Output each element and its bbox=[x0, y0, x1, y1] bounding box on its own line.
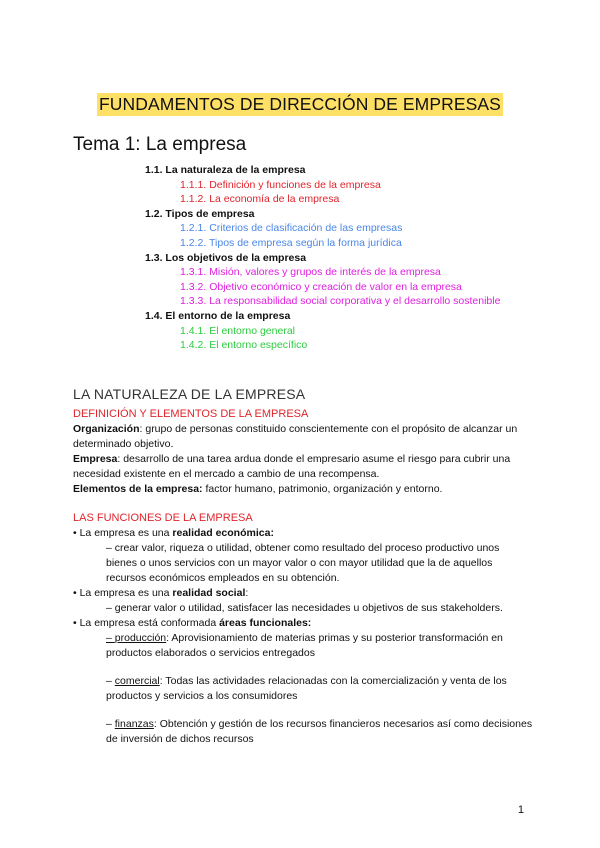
function-social-term: realidad social bbox=[172, 587, 246, 599]
text-organizacion: : grupo de personas constituido conscientemente con el propósito de alcanzar un determinado objetivo. bbox=[73, 423, 518, 450]
title-container bbox=[0, 93, 600, 116]
definition-empresa bbox=[73, 452, 533, 482]
topic-heading: Tema 1: La empresa bbox=[73, 134, 247, 155]
toc-item-1-2-2: 1.2.2. Tipos de empresa según la forma jurídica bbox=[180, 236, 402, 249]
toc-item-1-3-3: 1.3.3. La responsabilidad social corporativa y el desarrollo sostenible bbox=[180, 295, 501, 308]
document-title: FUNDAMENTOS DE DIRECCIÓN DE EMPRESAS bbox=[99, 94, 501, 114]
area-finanzas-text: : Obtención y gestión de los recursos financieros necesarios así como decisiones de inversión de dichos recursos bbox=[106, 718, 533, 745]
function-areas-term: áreas funcionales: bbox=[219, 617, 312, 629]
area-produccion bbox=[73, 631, 533, 661]
area-comercial bbox=[73, 674, 533, 704]
toc-section-3: 1.3. Los objetivos de la empresa bbox=[145, 251, 307, 264]
spacer bbox=[73, 661, 533, 674]
function-areas bbox=[73, 616, 533, 631]
table-of-contents bbox=[145, 163, 500, 353]
term-elementos: Elementos de la empresa: bbox=[73, 483, 203, 495]
toc-item-1-1-2: 1.1.2. La economía de la empresa bbox=[180, 193, 340, 206]
spacer bbox=[73, 704, 533, 717]
toc-item-1-2-1: 1.2.1. Criterios de clasificación de las empresas bbox=[180, 222, 403, 235]
function-economic bbox=[73, 526, 533, 541]
text-empresa: : desarrollo de una tarea ardua donde el empresario asume el riesgo para cubrir una necesidad existente en el mercado a cambio de una recompensa. bbox=[73, 453, 511, 480]
toc-item-1-4-1: 1.4.1. El entorno general bbox=[180, 324, 295, 337]
term-organizacion: Organización bbox=[73, 423, 140, 435]
section-heading: LA NATURALEZA DE LA EMPRESA bbox=[73, 386, 306, 402]
area-comercial-dash: – bbox=[106, 675, 115, 687]
area-comercial-term: comercial bbox=[114, 675, 160, 687]
page-number: 1 bbox=[517, 804, 524, 816]
toc-item-1-4-2: 1.4.2. El entorno específico bbox=[180, 339, 308, 352]
toc-section-4: 1.4. El entorno de la empresa bbox=[145, 309, 291, 322]
function-areas-prefix: • La empresa está conformada bbox=[73, 617, 220, 629]
function-economic-prefix: • La empresa es una bbox=[73, 527, 173, 539]
function-economic-detail: – crear valor, riqueza o utilidad, obtener como resultado del proceso productivo unos bienes o unos servicios con un mayor valor o con mayor utilidad que la de aquellos recursos económicos empleados en su obtención. bbox=[106, 542, 500, 584]
toc-item-1-3-1: 1.3.1. Misión, valores y grupos de interés de la empresa bbox=[180, 266, 441, 279]
area-finanzas-dash: – bbox=[106, 718, 115, 730]
definition-organizacion bbox=[73, 422, 533, 452]
function-social-prefix: • La empresa es una bbox=[73, 587, 173, 599]
functions-block bbox=[73, 511, 533, 747]
subsection-heading-functions: LAS FUNCIONES DE LA EMPRESA bbox=[73, 512, 253, 524]
function-social bbox=[73, 586, 533, 601]
function-economic-term: realidad económica: bbox=[172, 527, 274, 539]
toc-item-1-3-2: 1.3.2. Objetivo económico y creación de valor en la empresa bbox=[180, 280, 462, 293]
text-elementos: factor humano, patrimonio, organización y entorno. bbox=[202, 483, 443, 495]
toc-section-2: 1.2. Tipos de empresa bbox=[145, 207, 255, 220]
toc-section-1: 1.1. La naturaleza de la empresa bbox=[145, 164, 306, 176]
area-produccion-text: : Aprovisionamiento de materias primas y su posterior transformación en productos elaborados o servicios entregados bbox=[106, 632, 503, 659]
area-produccion-dash: – bbox=[106, 632, 115, 644]
area-produccion-term: producción bbox=[114, 632, 167, 644]
definition-elementos bbox=[73, 482, 533, 497]
area-finanzas-term: finanzas bbox=[114, 718, 154, 730]
function-social-suffix: : bbox=[245, 587, 249, 599]
function-social-detail: – generar valor o utilidad, satisfacer las necesidades u objetivos de sus stakeholders. bbox=[106, 602, 503, 614]
term-empresa: Empresa bbox=[73, 453, 118, 465]
area-comercial-text: : Todas las actividades relacionadas con la comercialización y venta de los productos y servicios a los consumidores bbox=[106, 675, 507, 702]
area-finanzas bbox=[73, 717, 533, 747]
subsection-heading-definition: DEFINICIÓN Y ELEMENTOS DE LA EMPRESA bbox=[73, 408, 309, 420]
toc-item-1-1-1: 1.1.1. Definición y funciones de la empresa bbox=[180, 178, 381, 191]
definitions-block bbox=[73, 407, 533, 497]
